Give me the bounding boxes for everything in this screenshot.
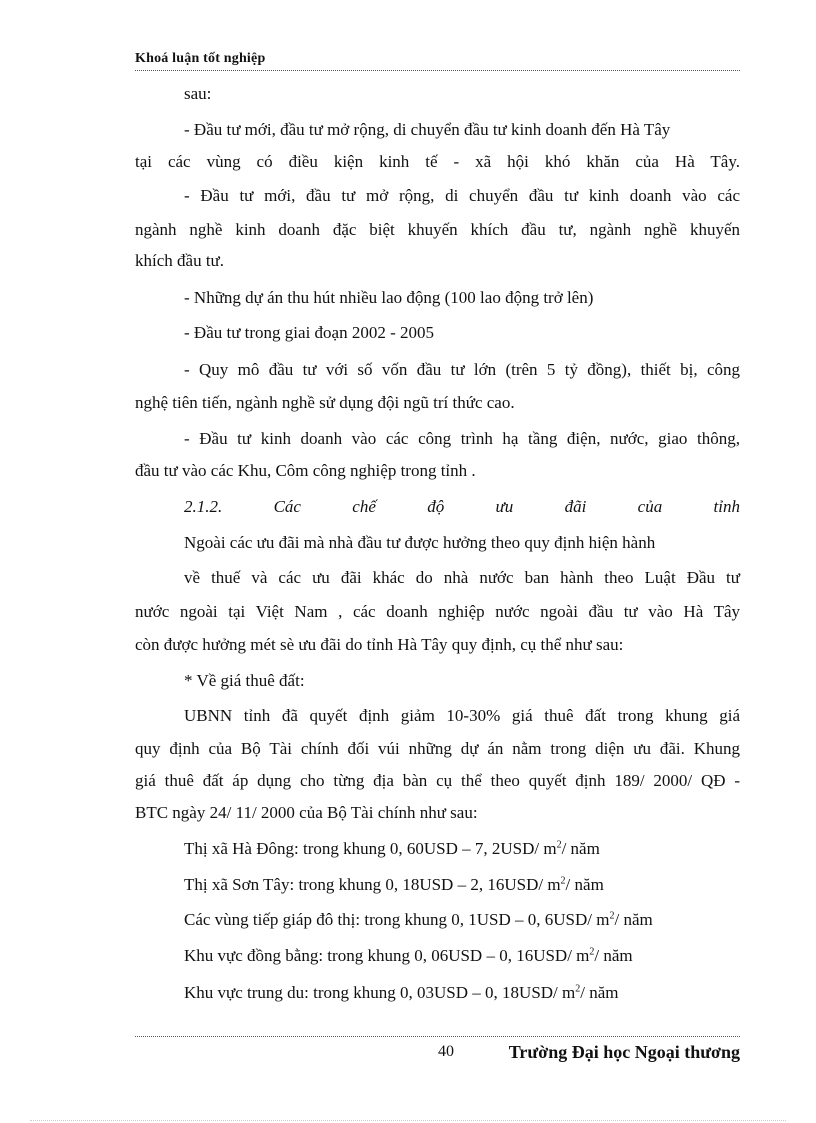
rate-exponent: 2 xyxy=(609,910,615,922)
rate-text: Thị xã Hà Đông: trong khung 0, 60USD – 7, 2USD/ m xyxy=(184,839,557,858)
header-divider xyxy=(135,70,740,71)
text-line: nghệ tiên tiến, ngành nghề sử dụng đội ngũ trí thức cao. xyxy=(135,393,515,412)
text-line: tại các vùng có điều kiện kinh tế - xã hội khó khăn của Hà Tây. xyxy=(135,152,740,171)
text-line: UBNN tỉnh đã quyết định giảm 10-30% giá thuê đất trong khung giá xyxy=(184,706,740,725)
text-line: còn được hưởng mét sè ưu đãi do tỉnh Hà Tây quy định, cụ thể như sau: xyxy=(135,635,624,654)
text-line: * Về giá thuê đất: xyxy=(184,671,305,690)
page-number: 40 xyxy=(438,1043,454,1060)
text-line: nước ngoài tại Việt Nam , các doanh nghiệp nước ngoài đầu tư vào Hà Tây xyxy=(135,602,740,621)
text-line: ngành nghề kinh doanh đặc biệt khuyến khích đầu tư, ngành nghề khuyến xyxy=(135,220,740,239)
rate-line xyxy=(184,875,604,895)
page-edge-divider xyxy=(30,1120,786,1121)
rate-text: Thị xã Sơn Tây: trong khung 0, 18USD – 2, 16USD/ m xyxy=(184,875,561,894)
text-line: - Quy mô đầu tư với số vốn đầu tư lớn (trên 5 tỷ đồng), thiết bị, công xyxy=(184,360,740,379)
footer-divider xyxy=(135,1036,740,1037)
text-line: Ngoài các ưu đãi mà nhà đầu tư được hưởng theo quy định hiện hành xyxy=(184,533,656,552)
text-line: đầu tư vào các Khu, Côm công nghiệp trong tỉnh . xyxy=(135,461,476,480)
rate-text: Các vùng tiếp giáp đô thị: trong khung 0, 1USD – 0, 6USD/ m xyxy=(184,910,610,929)
rate-exponent: 2 xyxy=(575,983,581,995)
text-line: - Đầu tư mới, đầu tư mở rộng, di chuyển đầu tư kinh doanh đến Hà Tây xyxy=(184,120,671,139)
rate-line xyxy=(184,910,653,930)
rate-unit: / năm xyxy=(614,910,653,929)
rate-exponent: 2 xyxy=(556,839,562,851)
text-line: - Đầu tư mới, đầu tư mở rộng, di chuyển đầu tư kinh doanh vào các xyxy=(184,186,740,205)
rate-unit: / năm xyxy=(565,875,604,894)
text-line: - Đầu tư trong giai đoạn 2002 - 2005 xyxy=(184,323,435,342)
text-line: khích đầu tư. xyxy=(135,251,225,270)
footer-school-name: Trường Đại học Ngoại thương xyxy=(508,1042,740,1062)
rate-unit: / năm xyxy=(594,946,633,965)
rate-exponent: 2 xyxy=(560,875,566,887)
rate-text: Khu vực trung du: trong khung 0, 03USD – 0, 18USD/ m xyxy=(184,983,576,1002)
text-line: BTC ngày 24/ 11/ 2000 của Bộ Tài chính như sau: xyxy=(135,803,478,822)
rate-exponent: 2 xyxy=(589,946,595,958)
text-line: về thuế và các ưu đãi khác do nhà nước ban hành theo Luật Đầu tư xyxy=(184,568,740,587)
rate-text: Khu vực đồng bằng: trong khung 0, 06USD – 0, 16USD/ m xyxy=(184,946,590,965)
text-line: sau: xyxy=(184,84,212,103)
section-heading: 2.1.2. Các chế độ ưu đãi của tỉnh xyxy=(184,497,740,516)
text-line: - Những dự án thu hút nhiều lao động (100 lao động trở lên) xyxy=(184,288,594,307)
rate-unit: / năm xyxy=(561,839,600,858)
text-line: giá thuê đất áp dụng cho từng địa bàn cụ thể theo quyết định 189/ 2000/ QĐ - xyxy=(135,771,740,790)
rate-line xyxy=(184,839,600,859)
rate-line xyxy=(184,946,633,966)
text-line: - Đầu tư kinh doanh vào các công trình hạ tầng điện, nước, giao thông, xyxy=(184,429,740,448)
text-line: quy định của Bộ Tài chính đối vúi những dự án nằm trong diện ưu đãi. Khung xyxy=(135,739,740,758)
rate-line xyxy=(184,983,619,1003)
rate-unit: / năm xyxy=(580,983,619,1002)
running-header: Khoá luận tốt nghiệp xyxy=(135,51,266,66)
